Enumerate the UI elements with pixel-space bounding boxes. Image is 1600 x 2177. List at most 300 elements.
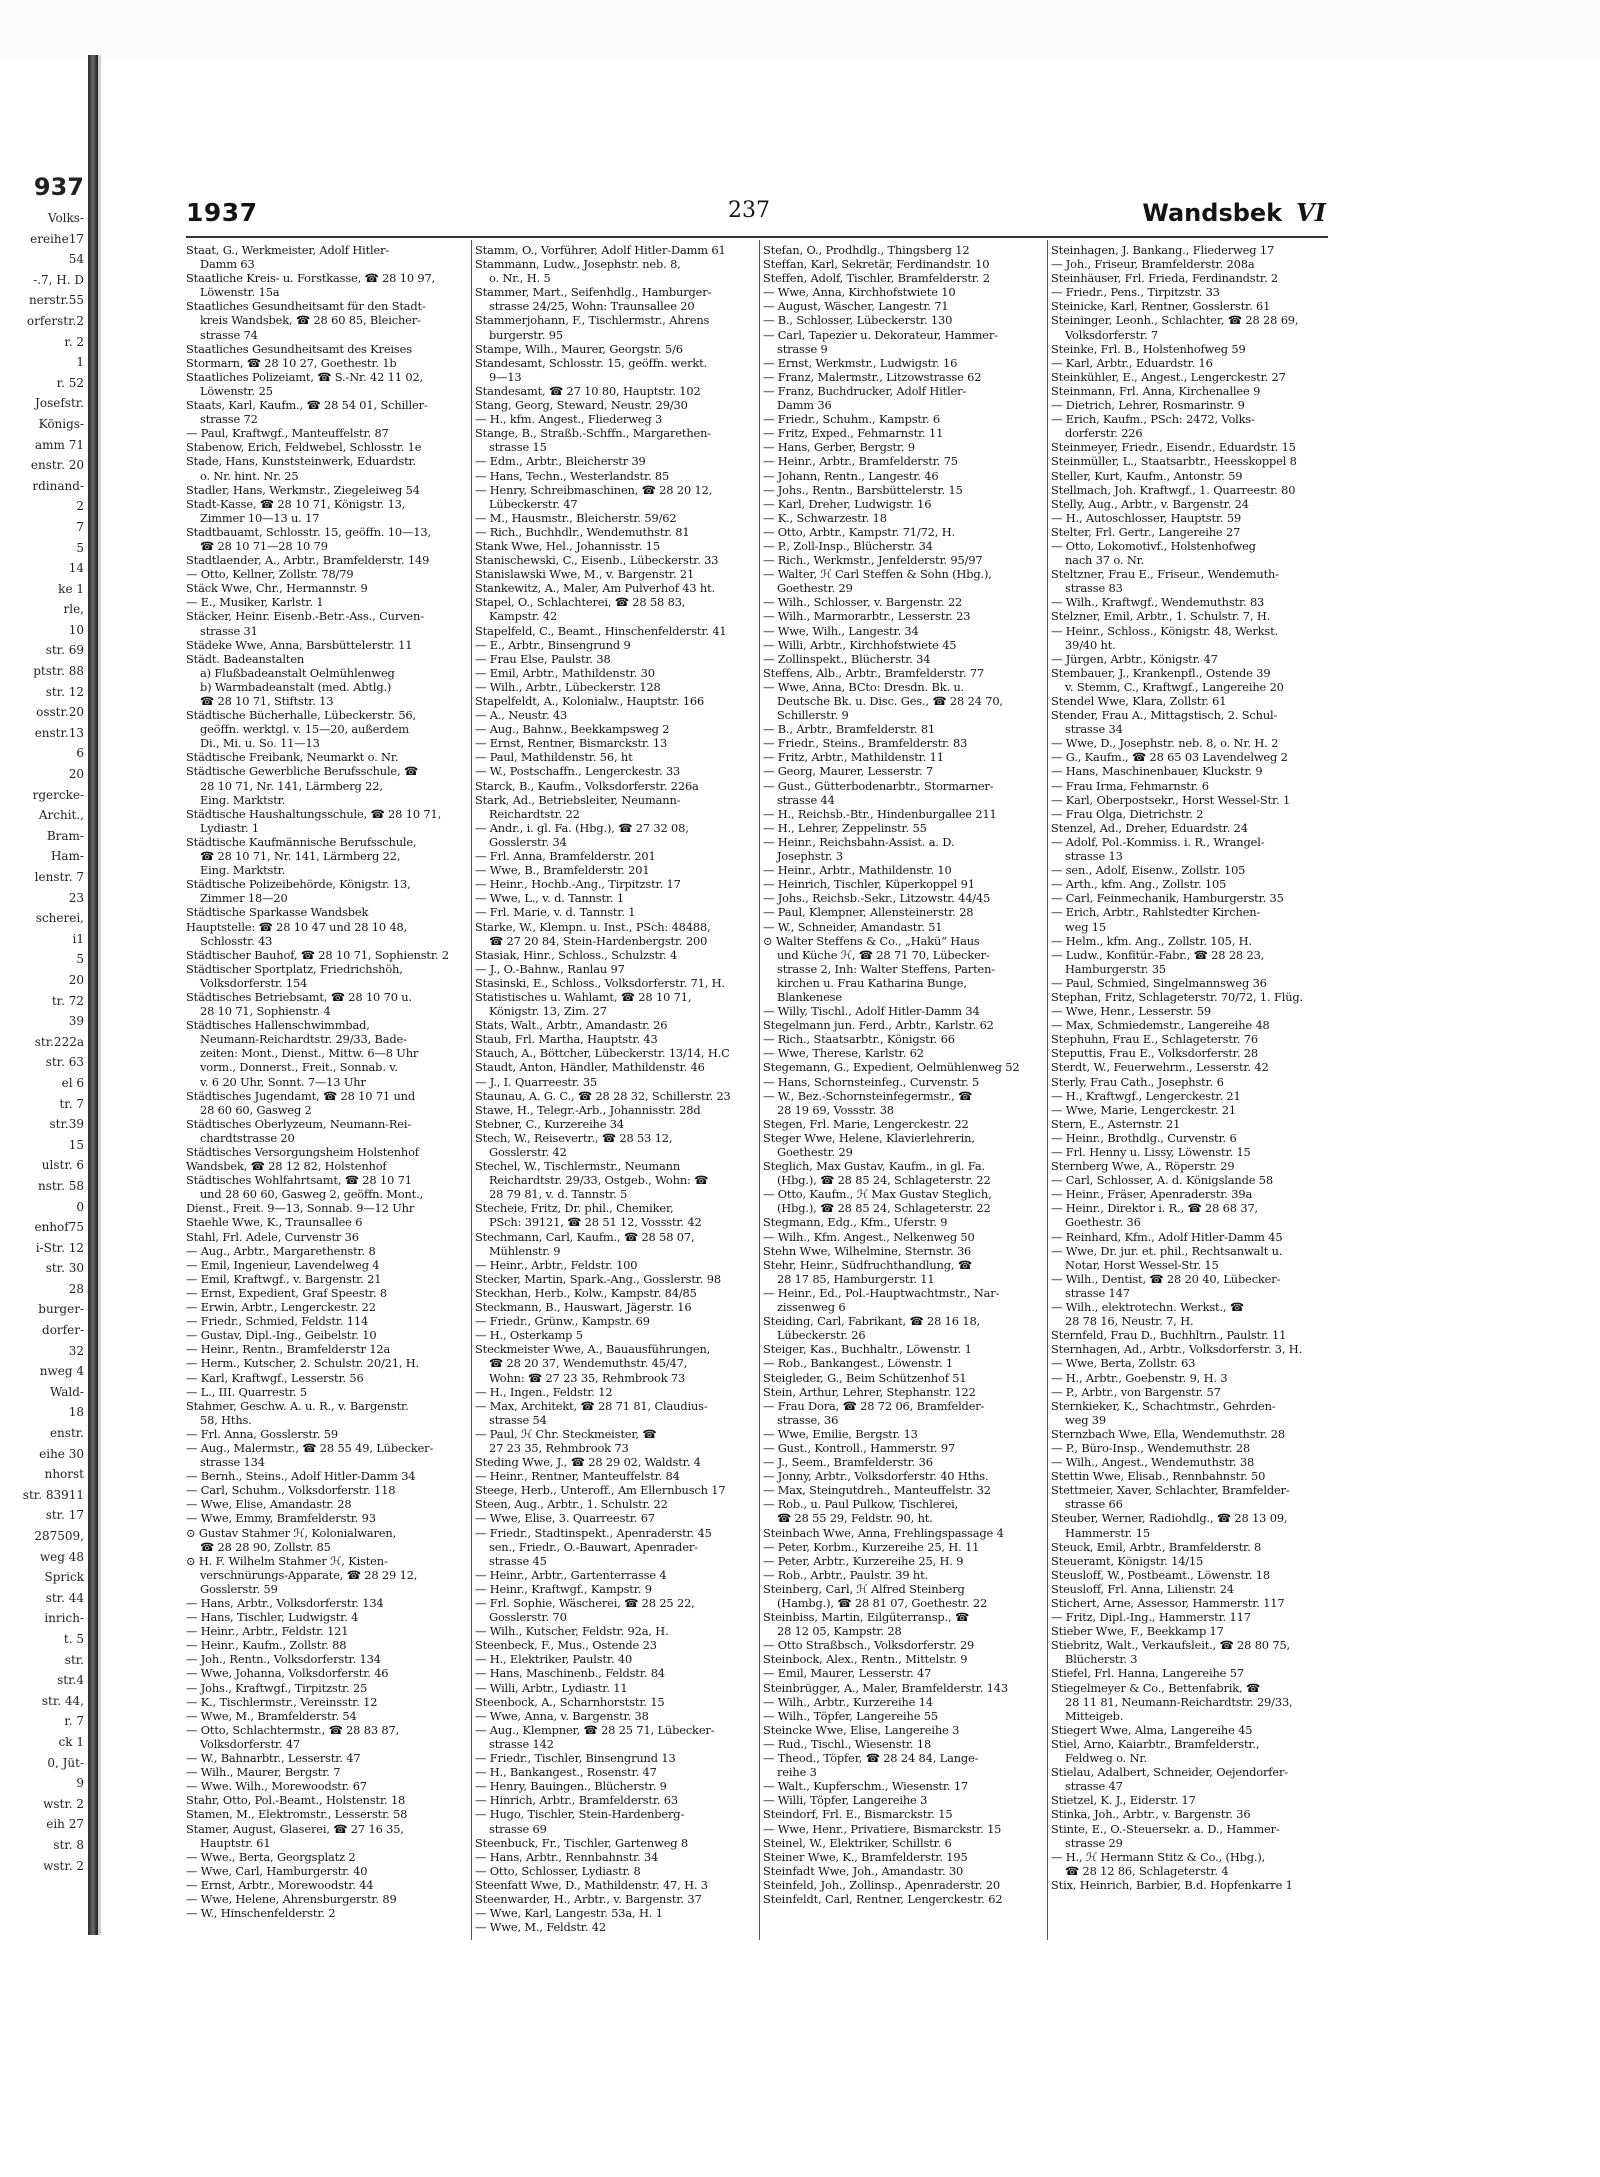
directory-entry-line: — Johs., Reichsb.-Sekr., Litzowstr. 44/45 [763,891,991,906]
directory-entry-line: Steckhan, Herb., Kolw., Kampstr. 84/85 [475,1285,697,1300]
directory-entry-line: ⊙ Walter Steffens & Co., „Hakü“ Haus [763,933,980,948]
directory-entry-line: strasse 13 [1065,849,1123,864]
directory-entry-line: 58, Hths. [200,1412,252,1427]
directory-entry-line: Stecheie, Fritz, Dr. phil., Chemiker, [475,1201,674,1216]
directory-entry-line: Zimmer 10—13 u. 17 [200,510,320,525]
directory-entry-line: 28 79 81, v. d. Tannstr. 5 [489,1187,628,1202]
directory-entry-line: — Max, Architekt, ☎ 28 71 81, Claudius- [475,1398,708,1413]
directory-entry-line: Starke, W., Klempn. u. Inst., PSch: 48488, [475,919,711,934]
adjacent-page-line: ereihe17 [30,231,84,246]
directory-entry-line: 28 11 81, Neumann-Reichardtstr. 29/33, [1065,1694,1293,1709]
directory-entry-line: Stephan, Fritz, Schlageterstr. 70/72, 1. Flüg. [1051,989,1303,1004]
adjacent-page-fragment [0,175,86,1925]
adjacent-page-line: Josefstr. [35,396,84,411]
header-rule [186,236,1328,238]
directory-entry-line: — Wilh., elektrotechn. Werkst., ☎ [1051,1300,1244,1315]
directory-entry-line: — Heinr., Rentner, Manteuffelstr. 84 [475,1469,680,1484]
directory-entry-line: burgerstr. 95 [489,327,563,342]
directory-entry-line: Städtische Bücherhalle, Lübeckerstr. 56, [186,708,416,723]
directory-entry-line: Wohn: ☎ 27 23 35, Rehmbrook 73 [489,1370,686,1385]
directory-entry-line: — Aug., Klempner, ☎ 28 25 71, Lübecker- [475,1722,715,1737]
directory-entry-line: — Peter, Korbm., Kurzereihe 25, H. 11 [763,1539,980,1554]
directory-entry-line: — Heinr., Brothdlg., Curvenstr. 6 [1051,1130,1237,1145]
directory-entry-line: Sternberg Wwe, A., Röperstr. 29 [1051,1159,1235,1174]
directory-entry-line: Stechmann, Carl, Kaufm., ☎ 28 58 07, [475,1229,695,1244]
adjacent-page-line: r. 52 [56,375,84,390]
directory-entry-line: Standesamt, ☎ 27 10 80, Hauptstr. 102 [475,383,701,398]
directory-entry-line: — Heinr., Arbtr., Feldstr. 121 [186,1624,349,1639]
directory-column-4 [1051,243,1330,1943]
directory-entry-line: — Willi, Arbtr., Lydiastr. 11 [475,1680,628,1695]
directory-entry-line: strasse 2, Inh: Walter Steffens, Parten- [777,961,995,976]
column-divider [471,240,472,1940]
directory-entry-line: strasse 29 [1065,1835,1123,1850]
directory-entry-line: Staub, Frl. Martha, Hauptstr. 43 [475,1032,658,1047]
directory-entry-line: — Wilh., Kraftwgf., Wendemuthstr. 83 [1051,595,1265,610]
directory-entry-line: — Aug., Bahnw., Beekkampsweg 2 [475,722,670,737]
directory-entry-line: Steputtis, Frau E., Volksdorferstr. 28 [1051,1046,1258,1061]
directory-entry-line: — Aug., Malermstr., ☎ 28 55 49, Lübecker- [186,1440,434,1455]
directory-entry-line: — Fritz, Dipl.-Ing., Hammerstr. 117 [1051,1610,1251,1625]
directory-entry-line: Stapelfeld, C., Beamt., Hinschenfelderstr. 41 [475,623,727,638]
directory-entry-line: Stasiak, Hinr., Schloss., Schulzstr. 4 [475,947,678,962]
directory-entry-line: — Fritz, Arbtr., Mathildenstr. 11 [763,750,944,765]
directory-entry-line: — Ernst, Werkmstr., Ludwigstr. 16 [763,355,958,370]
directory-entry-line: ☎ 28 10 71—28 10 79 [200,538,328,553]
directory-entry-line: Städtische Sparkasse Wandsbek [186,905,369,920]
directory-entry-line: 28 12 05, Kampstr. 28 [777,1624,902,1639]
directory-entry-line: — Heinr., Arbtr., Bramfelderstr. 75 [763,454,958,469]
directory-entry-line: — Henry, Bauingen., Blücherstr. 9 [475,1779,667,1794]
directory-entry-line: Steindorf, Frl. E., Bismarckstr. 15 [763,1807,953,1822]
directory-entry-line: Steusloff, W., Postbeamt., Löwenstr. 18 [1051,1567,1270,1582]
directory-entry-line: Löwenstr. 15a [200,285,280,300]
directory-entry-line: ⊙ H. F. Wilhelm Stahmer ℋ, Kisten- [186,1553,388,1568]
directory-entry-line: Stettmeier, Xaver, Schlachter, Bramfelder- [1051,1483,1290,1498]
directory-entry-line: Steckmeister Wwe, A., Bauausführungen, [475,1342,711,1357]
directory-entry-line: — Heinr., Arbtr., Mathildenstr. 10 [763,863,952,878]
directory-entry-line: Städtisches Oberlyzeum, Neumann-Rei- [186,1116,412,1131]
adjacent-page-line: Ham- [50,849,84,864]
directory-entry-line: Städtisches Betriebsamt, ☎ 28 10 70 u. [186,989,412,1004]
directory-entry-line: — Arth., kfm. Ang., Zollstr. 105 [1051,877,1227,892]
directory-entry-line: Stelter, Frl. Gertr., Langereihe 27 [1051,524,1241,539]
directory-entry-line: Steiding, Carl, Fabrikant, ☎ 28 16 18, [763,1314,981,1329]
page-edge [98,55,101,1935]
adjacent-page-line: ptstr. 88 [33,664,84,679]
directory-entry-line: Steuck, Emil, Arbtr., Bramfelderstr. 8 [1051,1539,1262,1554]
directory-entry-line: — H., kfm. Angest., Fliederweg 3 [475,412,663,427]
directory-column-1 [186,243,466,1943]
directory-entry-line: ☎ 28 55 29, Feldstr. 90, ht. [777,1511,933,1526]
directory-entry-line: — Friedr., Schmied, Feldstr. 114 [186,1314,369,1329]
directory-entry-line: — Emil, Kraftwgf., v. Bargenstr. 21 [186,1271,382,1286]
directory-entry-line: Steininger, Leonh., Schlachter, ☎ 28 28 69, [1051,313,1299,328]
directory-entry-line: Stietzel, K. J., Eiderstr. 17 [1051,1793,1196,1808]
directory-entry-line: Mitteigeb. [1065,1708,1124,1723]
directory-entry-line: strasse 15 [489,440,547,455]
directory-entry-line: Stiegert Wwe, Alma, Langereihe 45 [1051,1722,1253,1737]
directory-entry-line: Stauch, A., Böttcher, Lübeckerstr. 13/14, H.C [475,1046,730,1061]
directory-entry-line: Steinel, W., Elektriker, Schillstr. 6 [763,1835,952,1850]
directory-entry-line: Stellmach, Joh. Kraftwgf., 1. Quarreestr. 80 [1051,482,1296,497]
adjacent-page-line: 54 [68,252,84,267]
directory-entry-line: — P., Zoll-Insp., Blücherstr. 34 [763,538,933,553]
directory-entry-line: Steinfeldt, Carl, Rentner, Lengerckestr. 62 [763,1891,1003,1906]
directory-entry-line: Mühlenstr. 9 [489,1243,561,1258]
directory-entry-line: Stichert, Arne, Assessor, Hammerstr. 117 [1051,1596,1285,1610]
adjacent-page-line: 0, Jüt- [47,1755,84,1770]
directory-entry-line: Standesamt, Schlosstr. 15, geöffn. werkt. [475,355,708,370]
adjacent-page-line: str. 12 [45,684,84,699]
directory-entry-line: — Carl, Schuhm., Volksdorferstr. 118 [186,1483,396,1498]
directory-entry-line: Steinhäuser, Frl. Frieda, Ferdinandstr. 2 [1051,271,1278,286]
directory-entry-line: strasse 83 [1065,581,1123,596]
adjacent-page-line: nerstr.55 [28,293,84,308]
directory-entry-line: — H., ℋ Hermann Stitz & Co., (Hbg.), [1051,1849,1266,1864]
adjacent-page-line: ulstr. 6 [41,1158,84,1173]
directory-entry-line: — Rud., Tischl., Wiesenstr. 18 [763,1736,932,1751]
directory-entry-line: Steueramt, Königstr. 14/15 [1051,1553,1204,1568]
directory-entry-line: — Hans, Arbtr., Volksdorferstr. 134 [186,1596,384,1610]
directory-entry-line: — Rich., Buchhdlr., Wendemuthstr. 81 [475,524,690,539]
directory-entry-line: Städtisches Hallenschwimmbad, [186,1018,370,1033]
directory-entry-line: — Wwe, Henr., Privatiere, Bismarckstr. 15 [763,1821,1002,1836]
directory-entry-line: — Heinr., Arbtr., Gartenterrasse 4 [475,1567,667,1582]
adjacent-page-line: 287509, [34,1529,84,1543]
directory-entry-line: Stehr, Heinr., Südfruchthandlung, ☎ [763,1257,972,1272]
directory-entry-line: Stegmann, Edg., Kfm., Uferstr. 9 [763,1215,948,1230]
directory-entry-line: — Frau Else, Paulstr. 38 [475,651,611,666]
directory-entry-line: Staunau, A. G. C., ☎ 28 28 32, Schillerstr. 23 [475,1088,731,1103]
directory-entry-line: weg 39 [1065,1412,1106,1427]
directory-entry-line: — Hans, Techn., Westerlandstr. 85 [475,468,670,483]
directory-entry-line: — Aug., Arbtr., Margarethenstr. 8 [186,1243,376,1258]
directory-entry-line: — Heinr., Reichsbahn-Assist. a. D. [763,834,955,849]
adjacent-page-line: Wald- [49,1384,84,1399]
directory-entry-line: — Wwe, Wilh., Langestr. 34 [763,623,919,638]
adjacent-page-line: 5 [76,540,84,555]
directory-entry-line: strasse 74 [200,327,258,342]
directory-entry-line: strasse 9 [777,341,828,356]
directory-entry-line: ☎ 28 10 71, Stiftstr. 13 [200,694,334,708]
directory-entry-line: Stettin Wwe, Elisab., Rennbahnstr. 50 [1051,1469,1266,1484]
directory-entry-line: 28 19 69, Vossstr. 38 [777,1102,894,1117]
directory-entry-line: 39/40 ht. [1065,637,1116,652]
header-title [1142,198,1326,227]
directory-entry-line: — Heinr., Rentn., Bramfelderstr 12a [186,1342,391,1357]
directory-entry-line: Stammerjohann, F., Tischlermstr., Ahrens [475,313,710,328]
directory-entry-line: strasse 147 [1065,1285,1130,1300]
directory-entry-line: Zimmer 18—20 [200,891,288,906]
adjacent-page-line: nweg 4 [39,1364,84,1379]
adjacent-page-line: 0 [76,1199,84,1214]
directory-entry-line: Lübeckerstr. 26 [777,1328,866,1343]
directory-entry-line: Stern, E., Asternstr. 21 [1051,1116,1181,1131]
directory-entry-line: — Erich, Arbtr., Rahlstedter Kirchen- [1051,905,1261,920]
directory-entry-line: (Hbg.), ☎ 28 85 24, Schlageterstr. 22 [777,1173,991,1188]
directory-entry-line: Steenwarder, H., Arbtr., v. Bargenstr. 37 [475,1891,702,1906]
directory-entry-line: Stammann, Ludw., Josephstr. neb. 8, [475,257,681,272]
directory-entry-line: — Joh., Friseur, Bramfelderstr. 208a [1051,257,1255,272]
adjacent-page-line: r. 2 [64,334,84,349]
adjacent-page-line: osstr.20 [36,705,84,720]
directory-entry-line: — P., Arbtr., von Bargenstr. 57 [1051,1384,1221,1399]
directory-entry-line: zissenweg 6 [777,1300,846,1315]
directory-entry-line: — Paul, Kraftwgf., Manteuffelstr. 87 [186,426,389,441]
directory-entry-line: und 28 60 60, Gasweg 2, geöffn. Mont., [200,1187,424,1202]
directory-entry-line: — Frl. Marie, v. d. Tannstr. 1 [475,905,636,920]
directory-entry-line: — Friedr., Stadtinspekt., Apenraderstr. 45 [475,1525,712,1540]
directory-entry-line: Stampe, Wilh., Maurer, Georgstr. 5/6 [475,341,683,356]
directory-entry-line: — Paul, Schmied, Singelmannsweg 36 [1051,975,1267,990]
directory-entry-line: — Otto, Kellner, Zollstr. 78/79 [186,567,354,582]
directory-entry-line: Schlosstr. 43 [200,933,273,948]
directory-entry-line: Städtische Haushaltungsschule, ☎ 28 10 71, [186,806,442,821]
directory-entry-line: Steinicke, Karl, Rentner, Gosslerstr. 61 [1051,299,1271,314]
directory-entry-line: — Hugo, Tischler, Stein-Hardenberg- [475,1807,685,1822]
directory-entry-line: — August, Wäscher, Langestr. 71 [763,299,949,314]
directory-entry-line: — Jonny, Arbtr., Volksdorferstr. 40 Hths. [763,1469,989,1484]
directory-entry-line: Städtisches Versorgungsheim Holstenhof [186,1145,419,1159]
directory-entry-line: ⊙ Gustav Stahmer ℋ, Kolonialwaren, [186,1525,397,1540]
directory-entry-line: — Wwe, B., Bramfelderstr. 201 [475,863,650,878]
directory-entry-line: Sternkieker, K., Schachtmstr., Gehrden- [1051,1398,1276,1413]
directory-entry-line: Steding Wwe, J., ☎ 28 29 02, Waldstr. 4 [475,1455,701,1470]
directory-entry-line: — Herm., Kutscher, 2. Schulstr. 20/21, H. [186,1356,420,1371]
directory-entry-line: Lübeckerstr. 47 [489,496,578,511]
directory-entry-line: — Wwe, M., Bramfelderstr. 54 [186,1708,357,1723]
directory-entry-line: — H., Arbtr., Goebenstr. 9, H. 3 [1051,1370,1228,1385]
directory-entry-line: — Erich, Kaufm., PSch: 2472, Volks- [1051,412,1255,427]
directory-entry-line: Stawe, H., Telegr.-Arb., Johannisstr. 28d [475,1102,701,1117]
directory-entry-line: (Hbg.), ☎ 28 85 24, Schlageterstr. 22 [777,1201,991,1216]
directory-entry-line: Damm 63 [200,257,255,272]
directory-entry-line: Reichardtstr. 29/33, Ostgeb., Wohn: ☎ [489,1173,709,1188]
directory-entry-line: — Hans, Tischler, Ludwigstr. 4 [186,1610,359,1625]
directory-entry-line: Staatliches Gesundheitsamt für den Stadt- [186,299,426,314]
directory-entry-line: — Heinr., Fräser, Apenraderstr. 39a [1051,1187,1253,1202]
adjacent-page-line: ke 1 [58,581,84,596]
directory-entry-line: — Franz, Malermstr., Litzowstrasse 62 [763,369,982,384]
directory-entry-line: Goethestr. 29 [777,1145,853,1159]
adjacent-page-line: eihe 30 [39,1446,84,1461]
directory-entry-line: Stegen, Frl. Marie, Lengerckestr. 22 [763,1116,969,1131]
directory-entry-line: Steinhagen, J. Bankang., Fliederweg 17 [1051,243,1275,257]
directory-entry-line: strasse 134 [200,1455,265,1470]
directory-entry-line: — Frau Irma, Fehmarnstr. 6 [1051,778,1209,793]
directory-entry-line: Steglich, Max Gustav, Kaufm., in gl. Fa. [763,1159,985,1174]
directory-entry-line: — Heinr., Hochb.-Ang., Tirpitzstr. 17 [475,877,681,892]
directory-entry-line: — Frl. Anna, Bramfelderstr. 201 [475,849,656,864]
scan-margin-bottom [0,1990,1600,2177]
directory-entry-line: — Wwe, Anna, Kirchhofstwiete 10 [763,285,956,300]
directory-entry-line: — J., Seem., Bramfelderstr. 36 [763,1455,933,1470]
directory-entry-line: Goethestr. 36 [1065,1215,1141,1230]
directory-entry-line: Städtischer Bauhof, ☎ 28 10 71, Sophienstr. 2 [186,947,449,962]
adjacent-page-line: tr. 72 [51,993,84,1008]
directory-entry-line: — Heinrich, Tischler, Küperkoppel 91 [763,877,975,892]
directory-entry-line: Steffen, Adolf, Tischler, Bramfelderstr. 2 [763,271,990,286]
adjacent-page-line: 20 [68,972,84,987]
directory-entry-line: Sternfeld, Frau D., Buchhltrn., Paulstr. 11 [1051,1328,1287,1343]
directory-entry-line: Stäck Wwe, Chr., Hermannstr. 9 [186,581,368,596]
directory-entry-line: — Rich., Werkmstr., Jenfelderstr. 95/97 [763,553,983,568]
directory-entry-line: Sterdt, W., Feuerwehrm., Lesserstr. 42 [1051,1060,1269,1075]
directory-entry-line: Steincke Wwe, Elise, Langereihe 3 [763,1722,960,1737]
directory-entry-line: — L., III. Quarrestr. 5 [186,1384,307,1399]
directory-entry-line: strasse 31 [200,623,258,638]
directory-entry-line: a) Flußbadeanstalt Oelmühlenweg [200,665,395,680]
directory-entry-line: Eing. Marktstr. [200,863,286,878]
directory-entry-line: — Karl, Oberpostsekr., Horst Wessel-Str. 1 [1051,792,1291,807]
directory-entry-line: 28 10 71, Nr. 141, Lärmberg 22, [200,778,383,793]
directory-entry-line: Kampstr. 42 [489,609,558,624]
directory-entry-line: Steigleder, G., Beim Schützenhof 51 [763,1370,967,1385]
directory-entry-line: Stang, Georg, Steward, Neustr. 29/30 [475,398,688,413]
adjacent-page-line: weg 48 [39,1549,84,1564]
directory-entry-line: Reichardtstr. 22 [489,806,580,821]
directory-entry-line: — sen., Adolf, Eisenw., Zollstr. 105 [1051,863,1246,878]
directory-entry-line: — Karl, Dreher, Ludwigstr. 16 [763,496,932,511]
adjacent-page-line: burger- [38,1302,84,1317]
adjacent-page-line: str. 8 [53,1837,84,1852]
directory-entry-line: 28 60 60, Gasweg 2 [200,1102,312,1117]
directory-entry-line: Stielau, Adalbert, Schneider, Oejendorfer- [1051,1765,1288,1780]
directory-entry-line: — Wwe, Marie, Lengerckestr. 21 [1051,1102,1236,1117]
directory-entry-line: — Heinr., Ed., Pol.-Hauptwachtmstr., Nar- [763,1285,1000,1300]
directory-entry-line: Stelzner, Emil, Arbtr., 1. Schulstr. 7, H. [1051,609,1271,624]
directory-entry-line: Sterly, Frau Cath., Josephstr. 6 [1051,1074,1224,1089]
directory-entry-line: — Emil, Ingenieur, Lavendelweg 4 [186,1257,380,1272]
adjacent-page-line: eih 27 [46,1817,84,1832]
column-divider [1047,240,1048,1940]
directory-entry-line: — Paul, ℋ Chr. Steckmeister, ☎ [475,1426,657,1441]
directory-entry-line: Steffan, Karl, Sekretär, Ferdinandstr. 10 [763,257,990,272]
column-divider [759,240,760,1940]
directory-entry-line: Stegemann, G., Expedient, Oelmühlenweg 52 [763,1060,1020,1075]
directory-entry-line: — Karl, Kraftwgf., Lesserstr. 56 [186,1370,364,1385]
directory-entry-line: — Rob., Arbtr., Paulstr. 39 ht. [763,1567,928,1582]
directory-column-2 [475,243,756,1943]
directory-entry-line: Löwenstr. 25 [200,383,273,398]
adjacent-page-line: tr. 7 [59,1096,84,1111]
directory-entry-line: Stade, Hans, Kunststeinwerk, Eduardstr. [186,454,417,469]
adjacent-page-line: 23 [68,890,84,905]
adjacent-page-line: scherei, [35,911,84,926]
page-number: 237 [728,198,770,223]
directory-entry-line: — H., Elektriker, Paulstr. 40 [475,1652,633,1667]
directory-entry-line: — W., Schneider, Amandastr. 51 [763,919,943,934]
directory-entry-line: — Wilh., Schlosser, v. Bargenstr. 22 [763,595,963,610]
directory-entry-line: Städt. Badeanstalten [186,651,305,666]
directory-entry-line: — E., Arbtr., Binsengrund 9 [475,637,631,652]
directory-entry-line: Steinke, Frl. B., Holstenhofweg 59 [1051,341,1246,356]
directory-entry-line: — J., O.-Bahnw., Ranlau 97 [475,961,625,976]
directory-entry-line: — A., Neustr. 43 [475,708,568,723]
adjacent-page-line: rdinand- [32,478,84,493]
directory-entry-line: Stapel, O., Schlachterei, ☎ 28 58 83, [475,595,686,610]
adjacent-page-line: i1 [72,931,84,946]
directory-entry-line: — P., Büro-Insp., Wendemuthstr. 28 [1051,1440,1251,1455]
adjacent-page-line: str. 69 [45,643,84,658]
directory-entry-line: Gosslerstr. 34 [489,834,567,849]
directory-entry-line: chardtstrasse 20 [200,1130,295,1145]
adjacent-page-line: enstr. 20 [30,458,84,473]
directory-entry-line: — G., Kaufm., ☎ 28 65 03 Lavendelweg 2 [1051,750,1288,765]
adjacent-page-line: inrich- [44,1611,84,1626]
directory-entry-line: Stiel, Arno, Kaiarbtr., Bramfelderstr., [1051,1736,1260,1751]
directory-entry-line: — Hans, Gerber, Bergstr. 9 [763,440,915,455]
directory-entry-line: — H., Bankangest., Rosenstr. 47 [475,1765,657,1780]
directory-entry-line: — Wilh., Dentist, ☎ 28 20 40, Lübecker- [1051,1271,1281,1286]
directory-entry-line: Stenzel, Ad., Dreher, Eduardstr. 24 [1051,820,1248,835]
directory-entry-line: Stieber Wwe, F., Beekkamp 17 [1051,1624,1224,1639]
directory-entry-line: Staehle Wwe, K., Traunsallee 6 [186,1215,363,1230]
directory-entry-line: — Zollinspekt., Blücherstr. 34 [763,651,931,666]
directory-entry-line: — Franz, Buchdrucker, Adolf Hitler- [763,383,967,398]
directory-entry-line: Sternzbach Wwe, Ella, Wendemuthstr. 28 [1051,1426,1285,1441]
directory-entry-line: Deutsche Bk. u. Disc. Ges., ☎ 28 24 70, [777,694,1003,708]
directory-entry-line: Stinte, E., O.-Steuersekr. a. D., Hammer- [1051,1821,1280,1836]
directory-entry-line: Staat, G., Werkmeister, Adolf Hitler- [186,243,390,257]
directory-entry-line: Stephuhn, Frau E., Schlageterstr. 76 [1051,1032,1258,1047]
directory-entry-line: — J., I. Quarreestr. 35 [475,1074,598,1089]
directory-entry-line: — E., Musiker, Karlstr. 1 [186,595,324,610]
directory-entry-line: — Frau Dora, ☎ 28 72 06, Bramfelder- [763,1398,985,1413]
directory-entry-line: — Wilh., Angest., Wendemuthstr. 38 [1051,1455,1255,1470]
adjacent-page-line: t. 5 [63,1631,84,1646]
directory-entry-line: Stamer, August, Glaserei, ☎ 27 16 35, [186,1821,404,1836]
directory-entry-line: strasse 142 [489,1736,554,1751]
directory-entry-line: — H., Lehrer, Zeppelinstr. 55 [763,820,927,835]
directory-entry-line: Wandsbek, ☎ 28 12 82, Holstenhof [186,1159,387,1174]
directory-entry-line: — W., Hinschenfelderstr. 2 [186,1906,336,1921]
directory-entry-line: — Walt., Kupferschm., Wiesenstr. 17 [763,1779,969,1794]
directory-entry-line: — Wwe., Berta, Georgsplatz 2 [186,1849,356,1864]
directory-entry-line: Steinmeyer, Friedr., Eisendr., Eduardstr. 15 [1051,440,1296,455]
directory-entry-line: Stanischewski, C., Eisenb., Lübeckerstr. 33 [475,553,719,568]
directory-entry-line: — Frl. Sophie, Wäscherei, ☎ 28 25 22, [475,1596,695,1610]
directory-entry-line: Staats, Karl, Kaufm., ☎ 28 54 01, Schiller- [186,398,428,413]
directory-entry-line: Steger Wwe, Helene, Klavierlehrerin, [763,1130,975,1145]
directory-entry-line: — Willi, Töpfer, Langereihe 3 [763,1793,928,1808]
directory-entry-line: — H., Osterkamp 5 [475,1328,583,1343]
directory-entry-line: Steltzner, Frau E., Friseur., Wendemuth- [1051,567,1279,582]
directory-entry-line: Steiger, Kas., Buchhaltr., Löwenstr. 1 [763,1342,972,1357]
adjacent-page-line: ck 1 [58,1734,84,1749]
directory-entry-line: Volksdorferstr. 154 [200,975,308,990]
directory-entry-line: — Georg, Maurer, Lesserstr. 7 [763,764,934,779]
directory-entry-line: Statistisches u. Wahlamt, ☎ 28 10 71, [475,989,692,1004]
directory-entry-line: — Dietrich, Lehrer, Rosmarinstr. 9 [1051,398,1245,413]
directory-entry-line: Stebner, C., Kurzereihe 34 [475,1116,624,1131]
adjacent-page-line: 2 [76,499,84,514]
directory-entry-line: — Gust., Gütterbodenarbtr., Stormarner- [763,778,994,793]
directory-entry-line: — Wwe, Anna, BCto: Dresdn. Bk. u. [763,679,965,694]
directory-entry-line: Steinfadt Wwe, Joh., Amandastr. 30 [763,1863,964,1878]
directory-entry-line: dorferstr. 226 [1065,426,1143,441]
header-year: 1937 [186,198,258,227]
directory-entry-line: — Friedr., Steins., Bramfelderstr. 83 [763,736,968,751]
directory-entry-line: strasse, 36 [777,1412,839,1427]
directory-entry-line: Staudt, Anton, Händler, Mathildenstr. 46 [475,1060,705,1075]
adjacent-page-line: -.7, H. D [33,272,84,287]
directory-entry-line: Stehn Wwe, Wilhelmine, Sternstr. 36 [763,1243,972,1258]
directory-entry-line: Goethestr. 29 [777,581,853,596]
directory-entry-line: — Bernh., Steins., Adolf Hitler-Damm 34 [186,1469,416,1484]
directory-entry-line: — Emil, Maurer, Lesserstr. 47 [763,1666,932,1681]
